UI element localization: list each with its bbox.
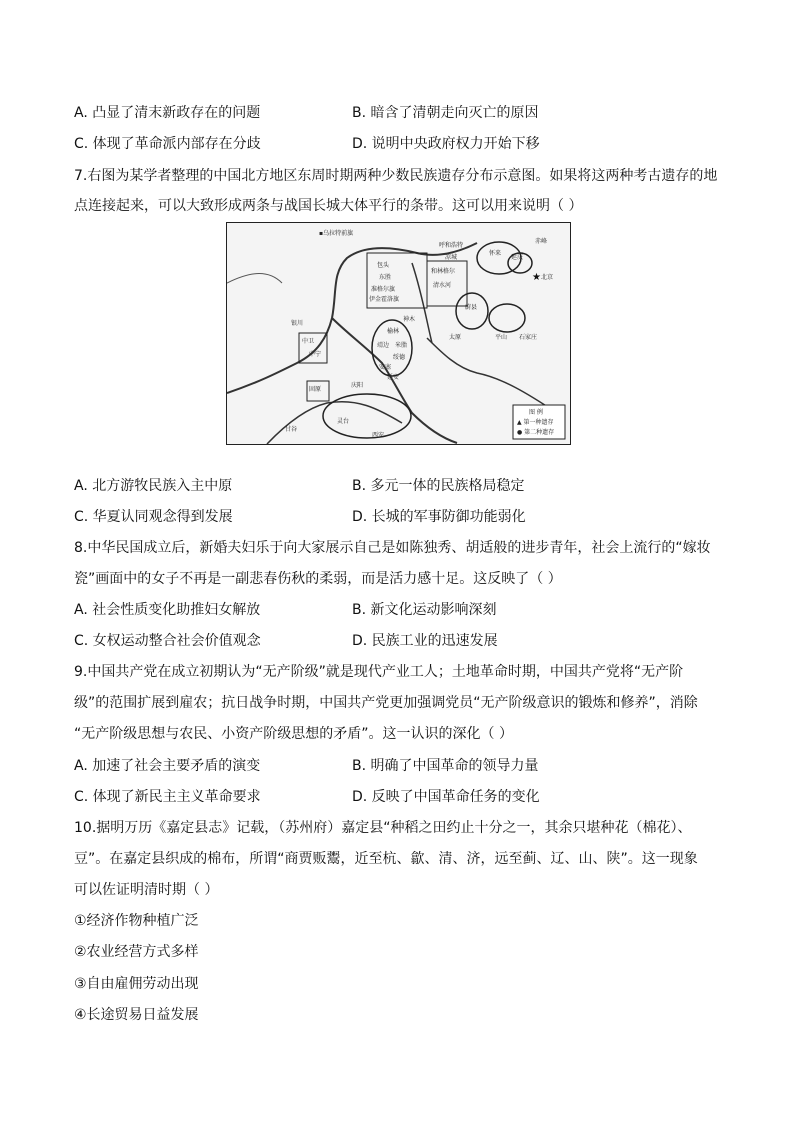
site-circle-lingtai — [323, 394, 411, 438]
map-label-shijiazhuang: 石家庄 — [519, 334, 538, 341]
map-label-yanqing: 延庆 — [511, 254, 524, 261]
map-label-pingshan: 平山 — [495, 334, 508, 341]
map-label-shenmu: 神木 — [403, 316, 416, 323]
q10-stem-line3: 可以佐证明清时期（ ） — [74, 882, 219, 898]
map-label-yulin: 榆林 — [387, 328, 400, 335]
q7-option-b: B. 多元一体的民族格局稳定 — [352, 478, 525, 494]
q9-option-b: B. 明确了中国革命的领导力量 — [352, 758, 539, 774]
q8-stem-line1: 8.中华民国成立后，新婚夫妇乐于向大家展示自己是如陈独秀、胡适般的进步青年，社会上流行的“嫁妆 — [74, 540, 711, 556]
q7-stem-line1: 7.右图为某学者整理的中国北方地区东周时期两种少数民族遗存分布示意图。如果将这两种考古遗存的地 — [74, 168, 718, 184]
map-label-liangcheng: 凉城 — [445, 254, 458, 261]
map-label-xian: 西安 — [372, 432, 385, 439]
archaeology-distribution-map — [226, 222, 571, 445]
map-label-helinger: 和林格尔 — [431, 268, 456, 275]
q9-option-a: A. 加速了社会主要矛盾的演变 — [74, 758, 261, 774]
q9-stem-line2: 级”的范围扩展到雇农；抗日战争时期，中国共产党更加强调党员“无产阶级意识的锻炼和修养”，消除 — [74, 695, 698, 711]
map-label-suide: 绥德 — [393, 354, 406, 361]
q10-item-3: ③自由雇佣劳动出现 — [74, 976, 199, 992]
map-label-qingshuihe: 清水河 — [433, 282, 452, 289]
q10-stem-line1: 10.据明万历《嘉定县志》记载，（苏州府）嘉定县“种稻之田约止十分之一，其余只堪种花（棉花）、 — [74, 820, 692, 836]
q10-stem-line2: 豆”。在嘉定县织成的棉布，所谓“商贾贩鬻，近至杭、歙、清、济，远至蓟、辽、山、陕”。这一现象 — [74, 851, 698, 867]
map-label-yijinhuoluo: 伊金霍洛旗 — [369, 296, 400, 303]
border-line — [227, 274, 282, 283]
q10-item-4: ④长途贸易日益发展 — [74, 1007, 199, 1023]
map-label-yanan: 延安 — [387, 374, 400, 381]
river-line-5 — [412, 263, 432, 343]
map-label-dongsheng: 东胜 — [379, 274, 392, 281]
q7-stem-line2: 点连接起来，可以大致形成两条与战国长城大体平行的条带。这可以用来说明（ ） — [74, 198, 583, 214]
site-circle-weixian — [456, 293, 488, 329]
map-label-beijing: 北京 — [541, 274, 554, 281]
q9-stem-line1: 9.中国共产党在成立初期认为“无产阶级”就是现代产业工人；土地革命时期，中国共产党将“无产阶 — [74, 664, 684, 680]
river-line-1 — [227, 243, 477, 393]
beijing-star-icon: ★ — [532, 272, 541, 283]
q9-option-c: C. 体现了新民主主义革命要求 — [74, 789, 261, 805]
q10-item-1: ①经济作物种植广泛 — [74, 913, 199, 929]
q6-option-a: A. 凸显了清末新政存在的问题 — [74, 105, 261, 121]
q8-stem-line2: 瓷”画面中的女子不再是一副悲春伤秋的柔弱，而是活力感十足。这反映了（ ） — [74, 571, 562, 587]
q6-option-d: D. 说明中央政府权力开始下移 — [352, 136, 540, 152]
q7-option-c: C. 华夏认同观念得到发展 — [74, 509, 233, 525]
q10-item-2: ②农业经营方式多样 — [74, 944, 199, 960]
map-label-weixian: 蔚县 — [465, 304, 478, 311]
q7-option-d: D. 长城的军事防御功能弱化 — [352, 509, 526, 525]
map-label-gangu: 甘谷 — [285, 426, 298, 433]
map-label-baotou: 包头 — [377, 262, 390, 269]
map-label-zhongwei: 中卫 — [302, 338, 315, 345]
map-label-guyuan: 固原 — [309, 386, 322, 393]
map-legend-item1: ▲ 第一种遗存 — [517, 419, 554, 426]
map-legend-title: 图 例 — [529, 409, 543, 416]
q9-option-d: D. 反映了中国革命任务的变化 — [352, 789, 540, 805]
map-label-zhungeer: 准格尔旗 — [371, 286, 396, 293]
q8-option-d: D. 民族工业的迅速发展 — [352, 633, 498, 649]
q6-option-b: B. 暗含了清朝走向灭亡的原因 — [352, 105, 539, 121]
map-label-hohhot: 呼和浩特 — [439, 242, 464, 249]
q6-option-c: C. 体现了革命派内部存在分歧 — [74, 136, 261, 152]
map-label-qingyang: 庆阳 — [351, 382, 364, 389]
map-legend-item2: ● 第二种遗存 — [517, 429, 555, 436]
map-label-mizhi: 米脂 — [395, 342, 408, 349]
map-label-yinchuan: 银川 — [291, 320, 304, 327]
q8-option-b: B. 新文化运动影响深刻 — [352, 602, 497, 618]
map-label-taiyuan: 太原 — [449, 334, 462, 341]
q8-option-a: A. 社会性质变化助推妇女解放 — [74, 602, 261, 618]
map-label-huailai: 怀来 — [489, 250, 502, 257]
river-line-4 — [427, 338, 557, 413]
q9-stem-line3: “无产阶级思想与农民、小资产阶级思想的矛盾”。这一认识的深化（ ） — [74, 726, 513, 742]
map-label-ansai: 安塞 — [379, 364, 392, 371]
map-label-zhongning: 中宁 — [309, 351, 322, 358]
site-circle-pingshan — [489, 304, 525, 332]
map-title-label: ▪乌拉特前旗 — [319, 230, 354, 237]
q7-option-a: A. 北方游牧民族入主中原 — [74, 478, 233, 494]
map-label-chifeng: 赤峰 — [535, 238, 548, 245]
map-label-lingtai: 灵台 — [337, 418, 350, 425]
map-drawing — [227, 223, 570, 444]
q8-option-c: C. 女权运动整合社会价值观念 — [74, 633, 261, 649]
map-label-jingbian: 靖边 — [377, 342, 390, 349]
